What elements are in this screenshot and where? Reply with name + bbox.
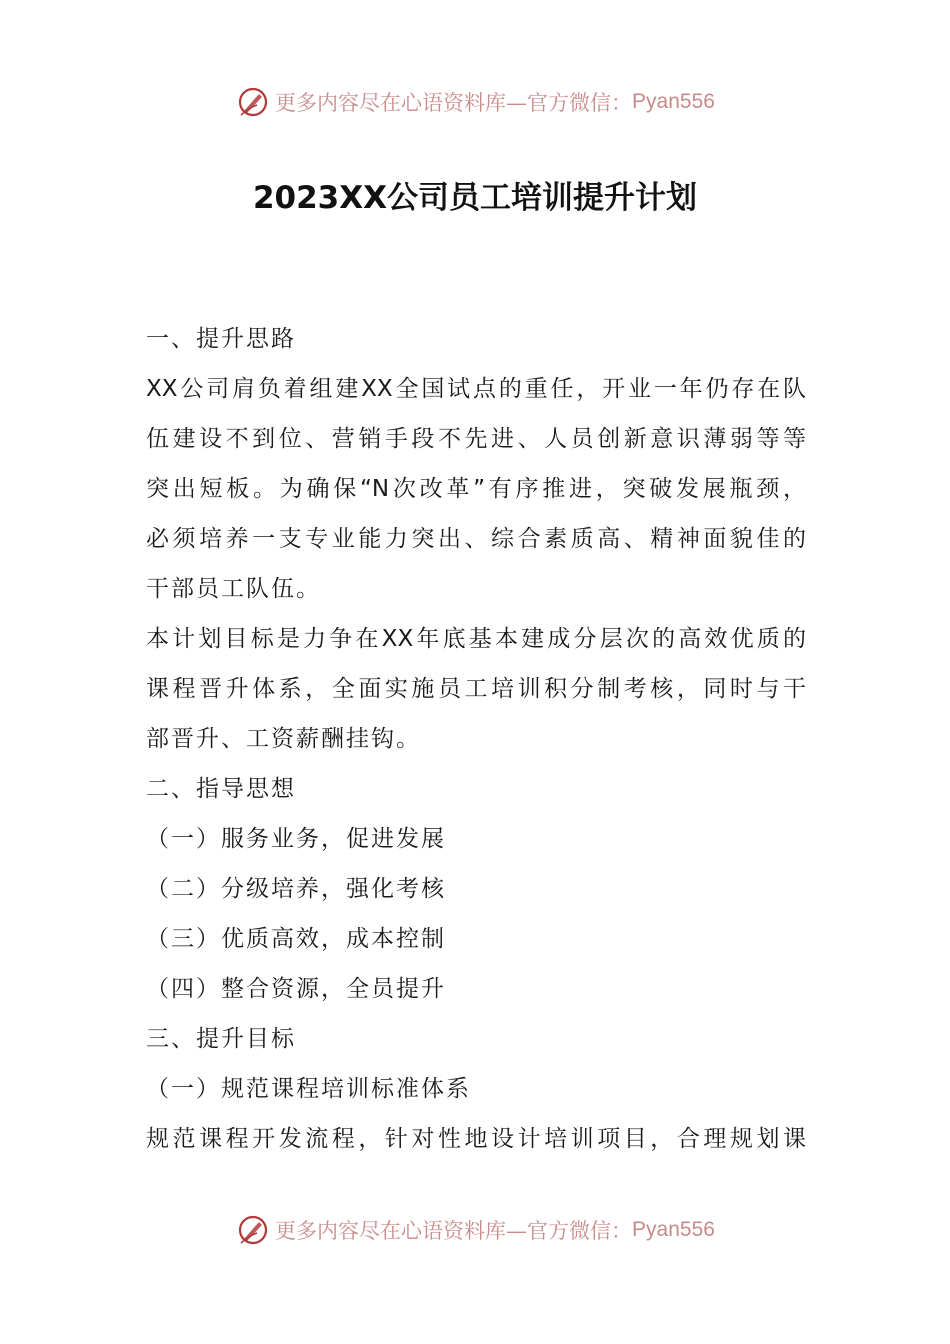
text-line: （二）分级培养，强化考核 <box>146 876 446 902</box>
watermark-header <box>0 84 950 120</box>
pen-nib-circle-icon <box>235 1212 271 1248</box>
text-line: 突出短板。为确保“N次改革”有序推进，突破发展瓶颈， <box>146 476 806 502</box>
watermark-text: 更多内容尽在心语资料库—官方微信： <box>275 1219 633 1243</box>
text-line: 干部员工队伍。 <box>146 576 321 602</box>
text-line: XX公司肩负着组建XX全国试点的重任，开业一年仍存在队 <box>146 376 806 402</box>
watermark-footer <box>0 1212 950 1248</box>
text-line: （三）优质高效，成本控制 <box>146 926 446 952</box>
document-body <box>146 314 806 1164</box>
text-line: （四）整合资源，全员提升 <box>146 976 446 1002</box>
text-line: 三、提升目标 <box>146 1026 296 1052</box>
text-line: 伍建设不到位、营销手段不先进、人员创新意识薄弱等等 <box>146 426 806 452</box>
text-line: （一）服务业务，促进发展 <box>146 826 446 852</box>
text-line: 二、指导思想 <box>146 776 296 802</box>
text-line: 一、提升思路 <box>146 326 296 352</box>
text-line: （一）规范课程培训标准体系 <box>146 1076 471 1102</box>
text-line: 规范课程开发流程，针对性地设计培训项目，合理规划课 <box>146 1126 806 1152</box>
text-line: 部晋升、工资薪酬挂钩。 <box>146 726 421 752</box>
text-line: 课程晋升体系，全面实施员工培训积分制考核，同时与干 <box>146 676 806 702</box>
text-line: 必须培养一支专业能力突出、综合素质高、精神面貌佳的 <box>146 526 806 552</box>
document-title: 2023XX公司员工培训提升计划 <box>252 180 698 216</box>
text-line: 本计划目标是力争在XX年底基本建成分层次的高效优质的 <box>146 626 806 652</box>
watermark-text: 更多内容尽在心语资料库—官方微信： <box>275 91 633 115</box>
watermark-id: Pyan556 <box>632 1218 715 1241</box>
pen-nib-circle-icon <box>235 84 271 120</box>
watermark-id: Pyan556 <box>632 90 715 113</box>
